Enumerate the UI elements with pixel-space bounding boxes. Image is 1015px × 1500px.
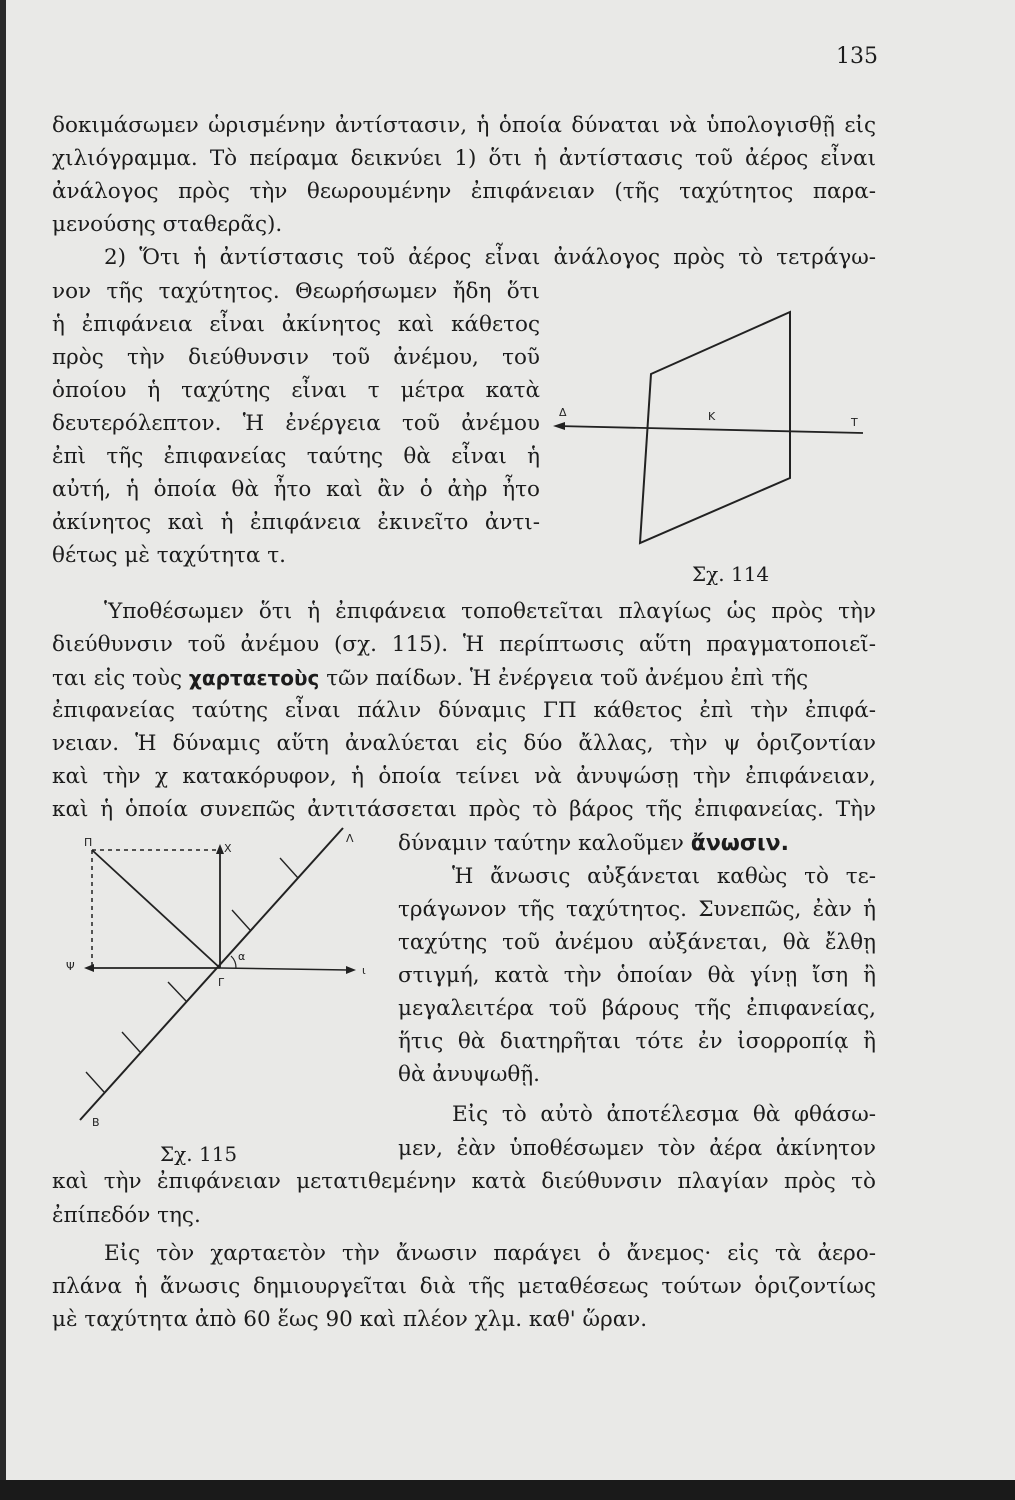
label-alpha: α: [238, 950, 246, 963]
text-line: ἀκίνητος καὶ ἡ ἐπιφάνεια ἐκινεῖτο ἀντι-: [52, 510, 540, 535]
arrow-head: [553, 422, 565, 430]
wind-arrow: [86, 1072, 104, 1092]
wind-arrow: [122, 1032, 140, 1052]
text-line: αὐτή, ἡ ὁποία θὰ ἦτο καὶ ἂν ὁ ἀὴρ ἦτο: [52, 477, 540, 502]
surface-line: [80, 828, 343, 1120]
figure-114-caption: Σχ. 114: [692, 562, 770, 586]
force-gp: [92, 850, 220, 968]
label-gamma: Γ: [218, 976, 225, 989]
bold-term: ἄνωσιν.: [690, 831, 789, 856]
wind-arrow: [168, 982, 186, 1001]
wind-arrow: [232, 910, 250, 930]
text-line: [398, 828, 876, 860]
text-line: μὲ ταχύτητα ἀπὸ 60 ἕως 90 καὶ πλέον χλμ. καθ' ὥραν.: [52, 1307, 648, 1332]
text-line: ἐπίπεδόν της.: [52, 1203, 201, 1228]
text-line: ἐπὶ τῆς ἐπιφανείας ταύτης θὰ εἶναι ἡ: [52, 444, 540, 469]
binding-shadow: [0, 0, 6, 1500]
text-line: νειαν. Ἡ δύναμις αὕτη ἀναλύεται εἰς δύο ἄλλας, τὴν ψ ὁριζοντίαν: [52, 731, 876, 756]
text-line: μεν, ἐὰν ὑποθέσωμεν τὸν ἀέρα ἀκίνητον: [398, 1136, 876, 1161]
text-line: μενούσης σταθερᾶς).: [52, 212, 283, 237]
text-line: νον τῆς ταχύτητος. Θεωρήσωμεν ἤδη ὅτι: [52, 279, 540, 304]
text-line: ἥτις θὰ διατηρῆται τότε ἐν ἰσορροπίᾳ ἢ: [398, 1029, 876, 1054]
text-line: δοκιμάσωμεν ὡρισμένην ἀντίστασιν, ἡ ὁποία δύναται νὰ ὑπολογισθῇ εἰς: [52, 113, 876, 138]
wind-arrow: [280, 858, 298, 878]
text-line: 2) Ὅτι ἡ ἀντίστασις τοῦ ἀέρος εἶναι ἀνάλογος πρὸς τὸ τετράγω-: [104, 245, 876, 270]
surface-plane: [640, 312, 790, 543]
label-tau: Τ: [851, 416, 858, 429]
figure-114-diagram: [545, 298, 875, 556]
text-line: [52, 662, 808, 694]
text-line: ἡ ἐπιφάνεια εἶναι ἀκίνητος καὶ κάθετος: [52, 312, 540, 337]
text-line: πλάνα ἡ ἄνωσις δημιουργεῖται διὰ τῆς μεταθέσεως τούτων ὁριζοντίως: [52, 1274, 876, 1299]
text-segment: δύναμιν ταύτην καλοῦμεν: [398, 831, 684, 856]
figure-115-diagram: [58, 820, 388, 1140]
arrow-head: [84, 964, 94, 972]
text-line: ἐπιφανείας ταύτης εἶναι πάλιν δύναμις ΓΠ κάθετος ἐπὶ τὴν ἐπιφά-: [52, 698, 876, 723]
wind-line: [220, 968, 348, 970]
angle-arc: [231, 956, 236, 968]
label-psi: Ψ: [66, 960, 75, 973]
text-line: θὰ ἀνυψωθῇ.: [398, 1062, 541, 1087]
text-line: καὶ ἡ ὁποία συνεπῶς ἀντιτάσσεται πρὸς τὸ βάρος τῆς ἐπιφανείας. Τὴν: [52, 797, 876, 822]
label-kappa: Κ: [708, 410, 716, 423]
text-segment: ται εἰς τοὺς: [52, 666, 183, 691]
wind-axis: [557, 426, 863, 433]
page-number: 135: [836, 44, 878, 69]
text-line: χιλιόγραμμα. Τὸ πείραμα δεικνύει 1) ὅτι ἡ ἀντίστασις τοῦ ἀέρος εἶναι: [52, 146, 876, 171]
text-line: ἀνάλογος πρὸς τὴν θεωρουμένην ἐπιφάνειαν (τῆς ταχύτητος παρα-: [52, 179, 876, 204]
text-line: ὁποίου ἡ ταχύτης εἶναι τ μέτρα κατὰ: [52, 378, 540, 403]
arrow-head: [346, 966, 356, 974]
text-line: στιγμή, κατὰ τὴν ὁποίαν θὰ γίνῃ ἴση ἢ: [398, 963, 876, 988]
scan-bottom-edge: [0, 1480, 1015, 1500]
text-line: καὶ τὴν χ κατακόρυφον, ἡ ὁποία τείνει νὰ ἀνυψώσῃ τὴν ἐπιφάνειαν,: [52, 764, 876, 789]
text-line: Ὑποθέσωμεν ὅτι ἡ ἐπιφάνεια τοποθετεῖται πλαγίως ὡς πρὸς τὴν: [104, 599, 876, 624]
text-line: δευτερόλεπτον. Ἡ ἐνέργεια τοῦ ἀνέμου: [52, 411, 540, 436]
text-line: τράγωνον τῆς ταχύτητος. Συνεπῶς, ἐὰν ἡ: [398, 897, 876, 922]
label-beta: Β: [92, 1116, 100, 1129]
label-iota: ι: [362, 964, 366, 977]
label-delta: Δ: [559, 406, 567, 419]
label-lambda: Λ: [346, 832, 354, 845]
text-line: Ἡ ἄνωσις αὐξάνεται καθὼς τὸ τε-: [452, 864, 876, 889]
bold-term: χαρταετοὺς: [188, 666, 320, 690]
label-pi: Π: [84, 836, 93, 849]
text-line: καὶ τὴν ἐπιφάνειαν μετατιθεμένην κατὰ διεύθυνσιν πλαγίαν πρὸς τὸ: [52, 1169, 876, 1194]
text-segment: τῶν παίδων. Ἡ ἐνέργεια τοῦ ἀνέμου ἐπὶ τῆς: [326, 666, 809, 691]
text-line: θέτως μὲ ταχύτητα τ.: [52, 543, 286, 568]
text-line: μεγαλειτέρα τοῦ βάρους τῆς ἐπιφανείας,: [398, 996, 876, 1021]
arrow-head: [216, 844, 224, 854]
text-line: ταχύτης τοῦ ἀνέμου αὐξάνεται, θὰ ἔλθῃ: [398, 930, 876, 955]
text-line: διεύθυνσιν τοῦ ἀνέμου (σχ. 115). Ἡ περίπτωσις αὕτη πραγματοποιεῖ-: [52, 632, 876, 657]
figure-115-caption: Σχ. 115: [160, 1142, 238, 1166]
text-line: Εἰς τὸν χαρταετὸν τὴν ἄνωσιν παράγει ὁ ἄνεμος· εἰς τὰ ἀερο-: [104, 1241, 876, 1266]
label-chi: Χ: [224, 842, 232, 855]
text-line: Εἰς τὸ αὐτὸ ἀποτέλεσμα θὰ φθάσω-: [452, 1102, 876, 1127]
text-line: πρὸς τὴν διεύθυνσιν τοῦ ἀνέμου, τοῦ: [52, 345, 540, 370]
